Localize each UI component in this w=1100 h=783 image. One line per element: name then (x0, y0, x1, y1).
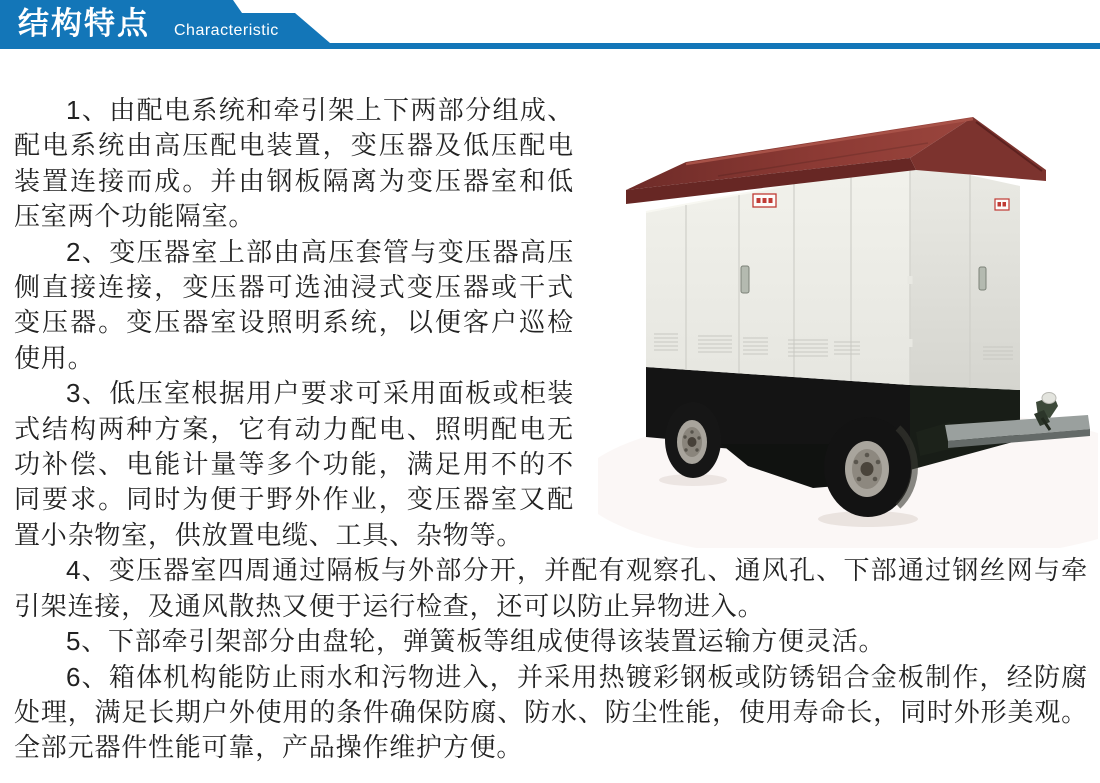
substation-trailer-illustration (598, 88, 1098, 548)
feature-paragraph-6: 6、箱体机构能防止雨水和污物进入，并采用热镀彩钢板或防锈铝合金板制作，经防腐处理，满足长期户外使用的条件确保防腐、防水、防尘性能，使用寿命长，同时外形美观。全部元器件性能可靠，产品操作维护方便。 (14, 661, 1088, 763)
door-label-badge-side (995, 199, 1009, 210)
feature-text-column (14, 93, 574, 553)
door-hinge (908, 339, 913, 347)
feature-paragraph-5: 5、下部牵引架部分由盘轮，弹簧板等组成使得该装置运输方便灵活。 (66, 626, 886, 657)
door-label-badge-front (753, 194, 776, 207)
section-header (0, 0, 1100, 50)
door-handle-front (741, 266, 749, 293)
banner-ribbon-shape (0, 0, 1100, 50)
feature-paragraph-4: 4、变压器室四周通过隔板与外部分开，并配有观察孔、通风孔、下部通过钢丝网与牵引架连接，及通风散热又便于运行检查，还可以防止异物进入。 (14, 555, 1088, 621)
feature-paragraph-2: 2、变压器室上部由高压套管与变压器高压侧直接连接，变压器可选油浸式变压器或干式变压器。变压器室设照明系统，以便客户巡检使用。 (14, 236, 574, 373)
door-handle-side (979, 267, 986, 290)
content-area (0, 50, 1100, 766)
wheel-front (824, 417, 914, 517)
cabinet-side-face (910, 162, 1020, 390)
feature-paragraph-3: 3、低压室根据用户要求可采用面板或柜装式结构两种方案，它有动力配电、照明配电无功补偿、电能计量等多个功能，满足用不的不同要求。同时为便于野外作业，变压器室又配置小杂物室，供放置电缆、工具、杂物等。 (14, 378, 574, 550)
door-hinge (908, 276, 913, 284)
product-photo-mobile-substation (598, 88, 1098, 548)
wheel-rear (665, 402, 721, 478)
feature-paragraph-1: 1、由配电系统和牵引架上下两部分组成、配电系统由高压配电装置，变压器及低压配电装置连接而成。并由钢板隔离为变压器室和低压室两个功能隔室。 (14, 95, 574, 232)
banner-ribbon-polygon (0, 0, 1100, 49)
page-subtitle: Characteristic (174, 22, 279, 39)
page-title: 结构特点 (18, 6, 150, 41)
